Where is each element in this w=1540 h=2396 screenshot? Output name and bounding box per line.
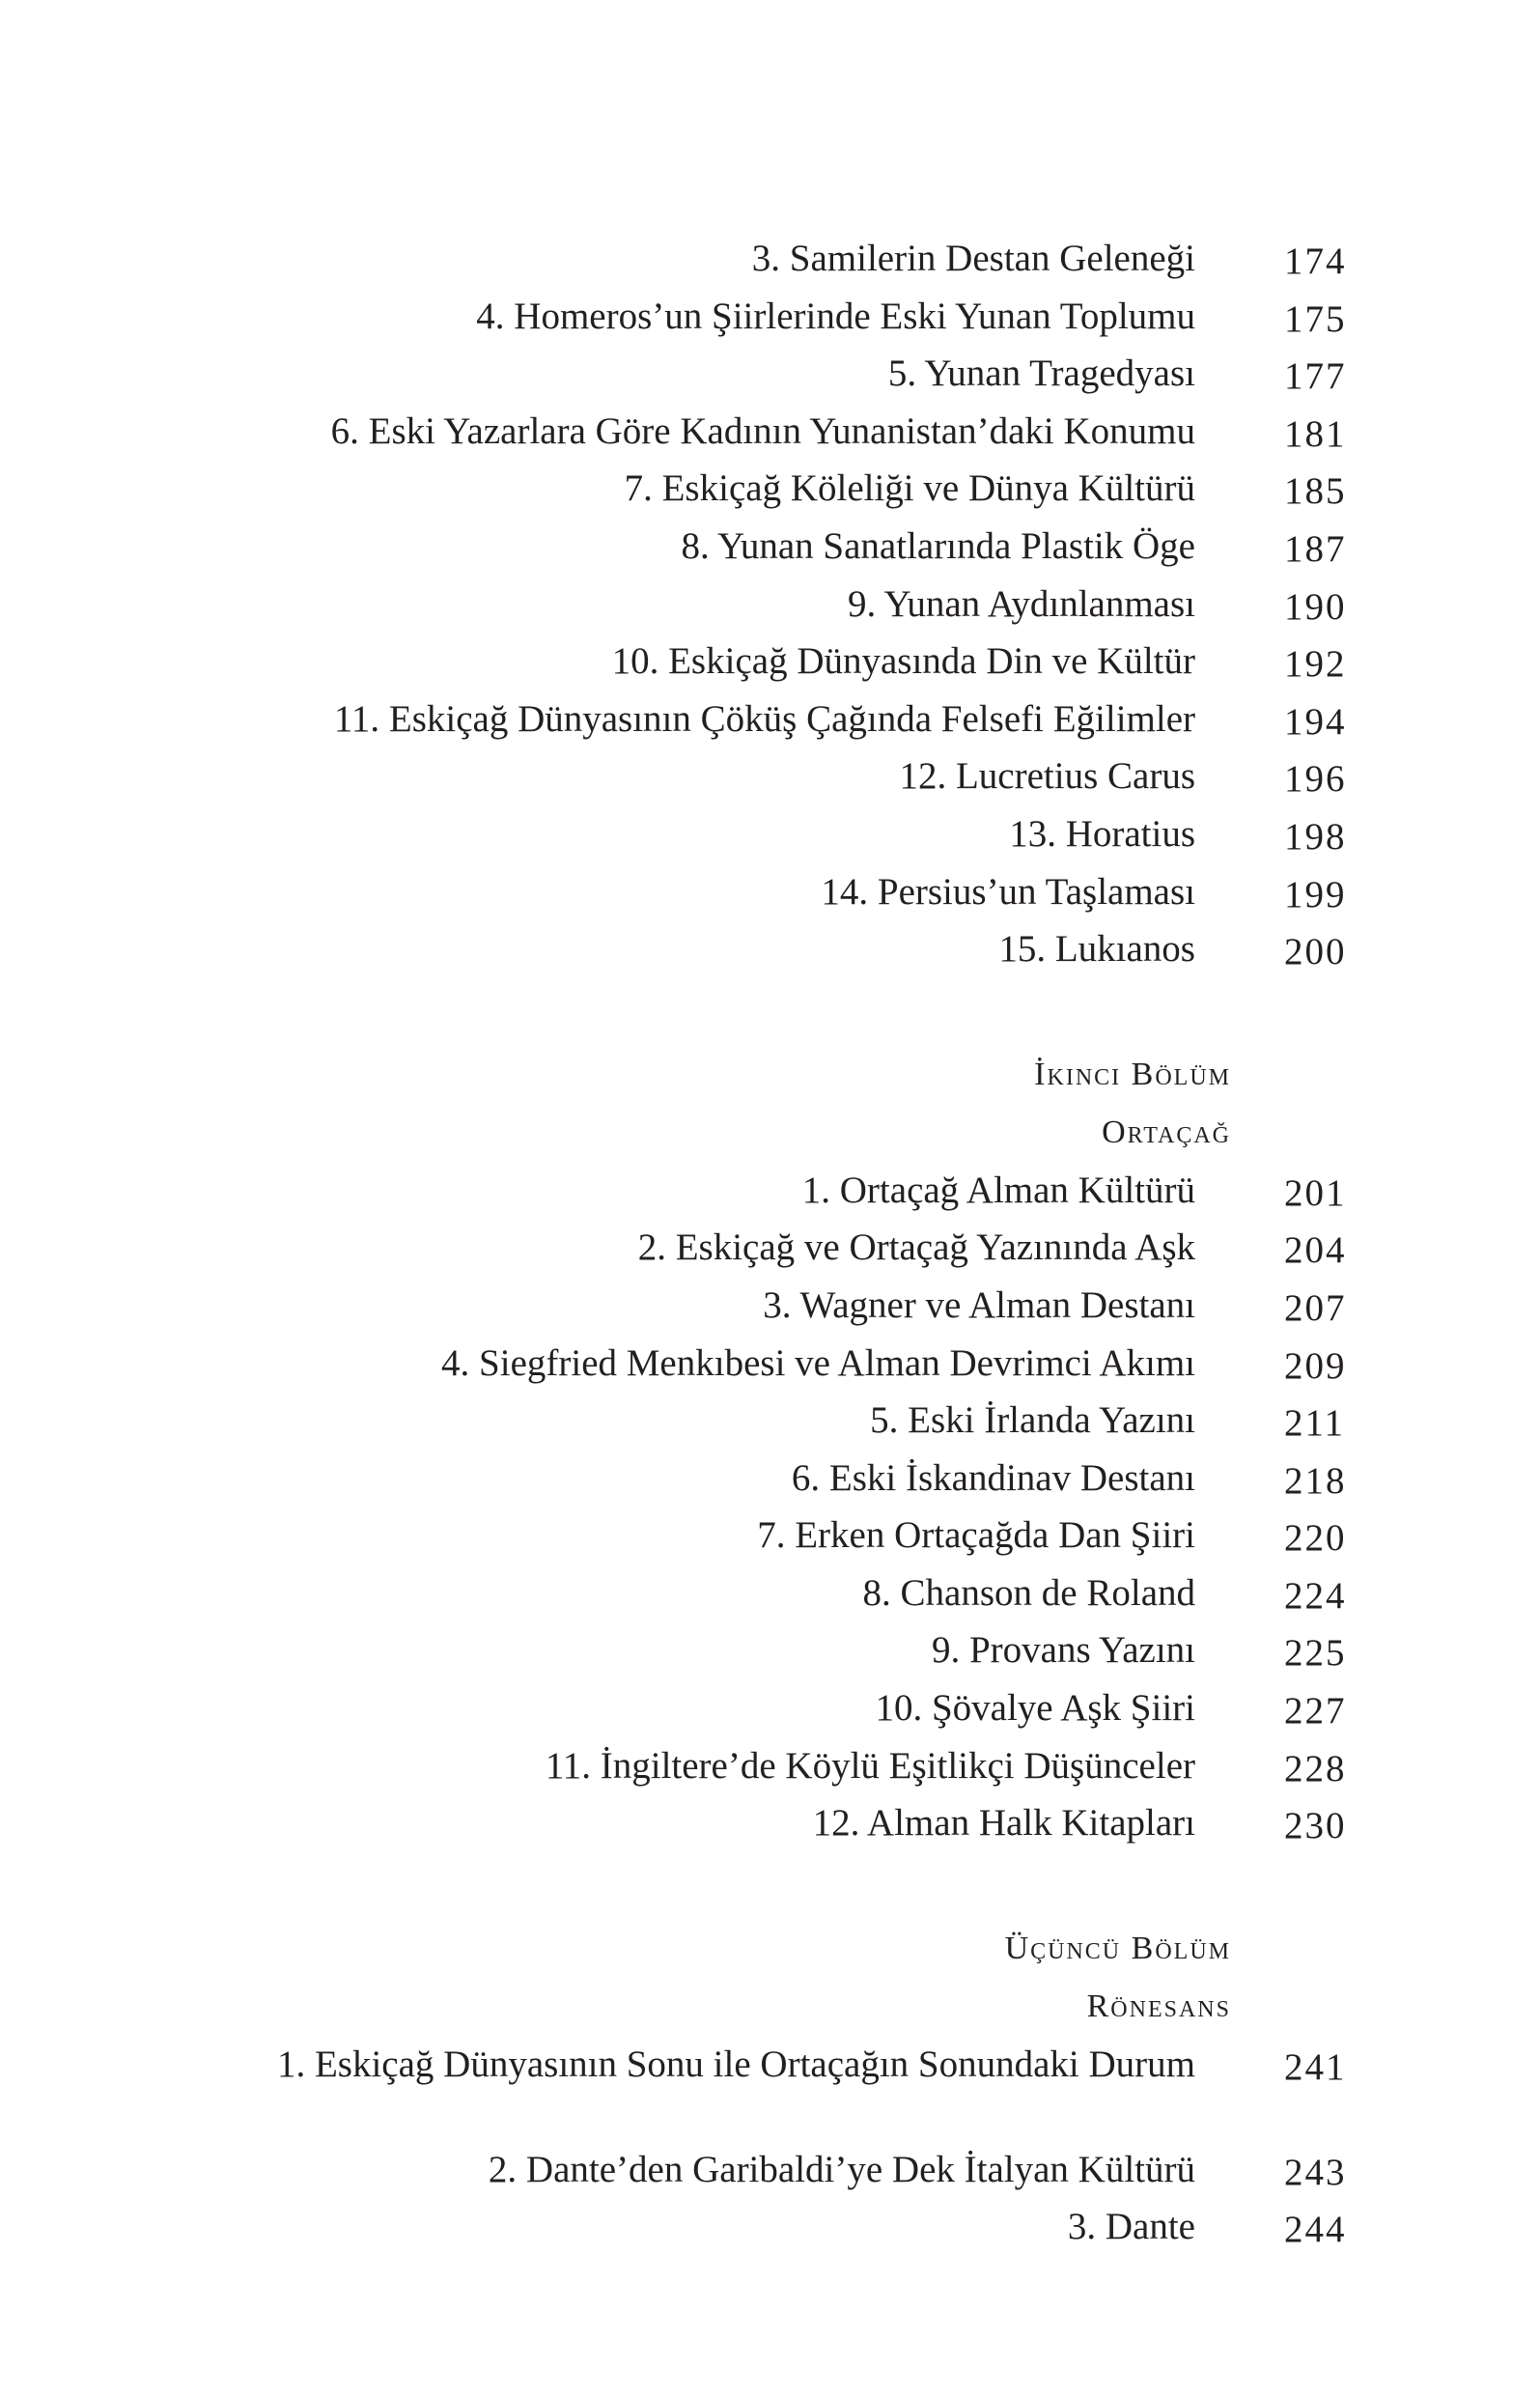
section-heading: [0, 1983, 1540, 2041]
entry-page: 198: [1284, 815, 1347, 858]
entry-page: 175: [1284, 297, 1347, 340]
part-heading: [0, 1925, 1540, 1983]
part-label: İkinci Bölüm: [1034, 1056, 1231, 1092]
entry-title: 7. Eskiçağ Köleliği ve Dünya Kültürü: [624, 467, 1195, 510]
toc-section-ronesans: [0, 1925, 1540, 2261]
toc-entry: [0, 350, 1540, 408]
toc-entry: [0, 1684, 1540, 1742]
toc-entry: [0, 580, 1540, 638]
entry-page: 200: [1284, 931, 1347, 973]
toc-entry: [0, 522, 1540, 580]
entry-page: 194: [1284, 700, 1347, 743]
entry-title: 3. Samilerin Destan Geleneği: [751, 238, 1195, 279]
entry-title: 2. Dante’den Garibaldi’ye Dek İtalyan Kültürü: [488, 2148, 1195, 2190]
toc-entry: [0, 408, 1540, 465]
toc-entry: [0, 1224, 1540, 1282]
entry-page: 207: [1284, 1286, 1347, 1329]
toc-entry: [0, 465, 1540, 522]
entry-page: 181: [1284, 412, 1347, 455]
entry-title: 3. Dante: [1067, 2206, 1195, 2248]
entry-title: 2. Eskiçağ ve Ortaçağ Yazınında Aşk: [637, 1226, 1195, 1269]
toc-entry: [0, 235, 1540, 293]
entry-title: 3. Wagner ve Alman Destanı: [763, 1283, 1195, 1326]
entry-page: 177: [1284, 355, 1347, 398]
part-heading: [0, 1051, 1540, 1109]
entry-title: 9. Yunan Aydınlanması: [847, 582, 1195, 625]
toc-entry: [0, 752, 1540, 810]
entry-page: 201: [1284, 1171, 1347, 1214]
entry-page: 196: [1284, 758, 1347, 801]
toc-entry: [0, 925, 1540, 983]
toc-entry: [0, 695, 1540, 753]
entry-page: 174: [1284, 240, 1347, 282]
toc-entry: [0, 1339, 1540, 1397]
entry-title: 1. Eskiçağ Dünyasının Sonu ile Ortaçağın Sonundaki Durum: [276, 2043, 1195, 2085]
toc-entry: [0, 2041, 1540, 2146]
part-label: Üçüncü Bölüm: [1004, 1930, 1231, 1966]
entry-title: 12. Lucretius Carus: [899, 755, 1195, 798]
toc-entry: [0, 1569, 1540, 1627]
entry-title: 8. Yunan Sanatlarında Plastik Öge: [681, 524, 1195, 567]
toc-entry: [0, 637, 1540, 695]
entry-title: 4. Homeros’un Şiirlerinde Eski Yunan Toplumu: [476, 295, 1195, 337]
entry-title: 5. Eski İrlanda Yazını: [870, 1399, 1195, 1442]
entry-title: 7. Erken Ortaçağda Dan Şiiri: [757, 1514, 1195, 1557]
toc-entry: [0, 810, 1540, 868]
entry-title: 1. Ortaçağ Alman Kültürü: [801, 1169, 1195, 1211]
entry-page: 227: [1284, 1690, 1347, 1733]
entry-title: 11. İngiltere’de Köylü Eşitlikçi Düşünceler: [545, 1744, 1195, 1787]
toc-entry: [0, 1454, 1540, 1512]
entry-title: 4. Siegfried Menkıbesi ve Alman Devrimci Akımı: [441, 1341, 1195, 1384]
entry-title: 12. Alman Halk Kitapları: [812, 1802, 1195, 1845]
entry-title: 6. Eski Yazarlara Göre Kadının Yunanistan’daki Konumu: [330, 409, 1195, 452]
toc-entry: [0, 868, 1540, 926]
section-spacer: [0, 983, 1540, 1051]
section-heading: [0, 1109, 1540, 1167]
entry-title: 14. Persius’un Taşlaması: [821, 870, 1195, 913]
entry-page: 244: [1284, 2209, 1347, 2251]
entry-page: 187: [1284, 527, 1347, 570]
entry-page: 192: [1284, 643, 1347, 686]
entry-page: 204: [1284, 1229, 1347, 1272]
entry-page: 218: [1284, 1459, 1347, 1502]
toc-entry: [0, 1167, 1540, 1225]
toc-entry: [0, 1396, 1540, 1454]
toc-entry: [0, 293, 1540, 351]
entry-title: 11. Eskiçağ Dünyasının Çöküş Çağında Felsefi Eğilimler: [333, 697, 1195, 740]
entry-title: 8. Chanson de Roland: [862, 1571, 1195, 1614]
toc-entry: [0, 1742, 1540, 1800]
entry-page: 185: [1284, 470, 1347, 513]
toc-section-ortacag: [0, 1051, 1540, 1857]
toc-entry: [0, 1282, 1540, 1339]
entry-page: 243: [1284, 2151, 1347, 2193]
entry-page: 199: [1284, 873, 1347, 916]
section-spacer: [0, 1857, 1540, 1925]
entry-title: 15. Lukıanos: [998, 928, 1195, 971]
entry-title: 10. Eskiçağ Dünyasında Din ve Kültür: [611, 640, 1195, 683]
entry-title: 9. Provans Yazını: [931, 1629, 1195, 1672]
entry-page: 209: [1284, 1344, 1347, 1387]
entry-page: 225: [1284, 1632, 1347, 1675]
entry-page: 230: [1284, 1805, 1347, 1847]
entry-page: 220: [1284, 1517, 1347, 1560]
entry-title: 5. Yunan Tragedyası: [887, 352, 1195, 395]
toc-entry: [0, 1799, 1540, 1857]
table-of-contents: [0, 235, 1540, 2261]
entry-title: 13. Horatius: [1009, 812, 1195, 855]
toc-entry: [0, 2203, 1540, 2261]
entry-page: 211: [1284, 1402, 1346, 1445]
entry-page: 224: [1284, 1574, 1347, 1617]
toc-entry: [0, 1511, 1540, 1569]
toc-section-continued: [0, 235, 1540, 983]
section-name: Ortaçağ: [1102, 1113, 1231, 1150]
entry-page: 241: [1284, 2045, 1347, 2088]
entry-title: 10. Şövalye Aşk Şiiri: [875, 1687, 1195, 1730]
entry-page: 228: [1284, 1747, 1347, 1790]
toc-entry: [0, 2146, 1540, 2204]
section-name: Rönesans: [1086, 1987, 1231, 2024]
entry-title: 6. Eski İskandinav Destanı: [791, 1456, 1195, 1499]
toc-entry: [0, 1626, 1540, 1684]
entry-page: 190: [1284, 585, 1347, 628]
